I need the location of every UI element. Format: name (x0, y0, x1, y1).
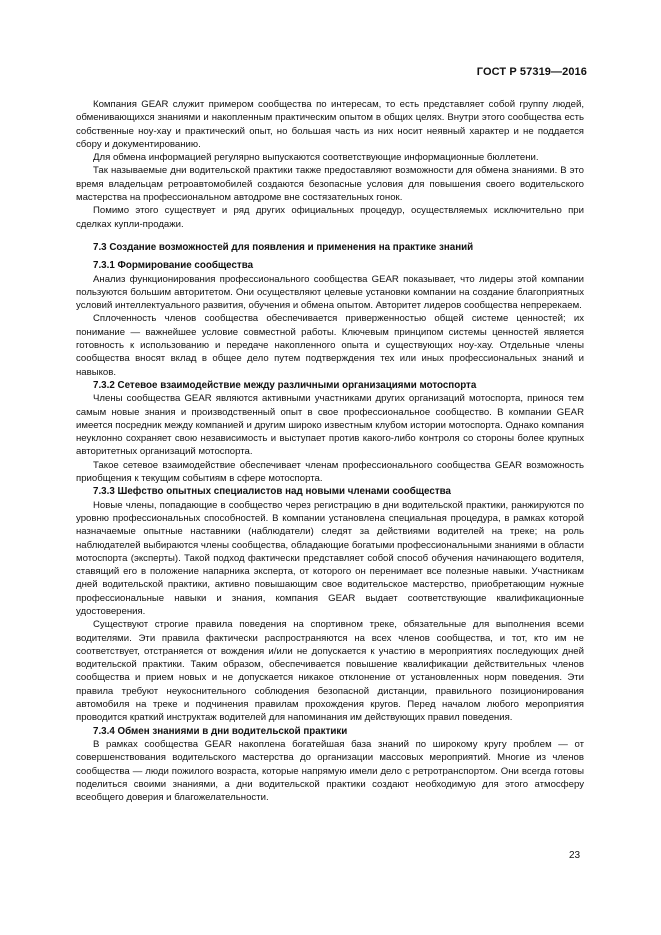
subsection-heading: 7.3.3 Шефство опытных специалистов над новыми членами сообщества (93, 486, 451, 498)
paragraph: В рамках сообщества GEAR накоплена богатейшая база знаний по широкому кругу проблем — от совершенствования водительского мастерства до организации массовых мероприятий. Многие из членов сообщества — люди пожилого возраста, которые напрямую имели дело с ретротранспортом. Они всегда готовы поделиться своими знаниями, а дни водительской практики создают необходимую для этого атмосферу всеобщего доверия и благожелательности. (76, 738, 584, 804)
section-heading: 7.3 Создание возможностей для появления и применения на практике знаний (93, 241, 474, 253)
paragraph: Такое сетевое взаимодействие обеспечивает членам профессионального сообщества GEAR возможность приобщения к текущим событиям в сфере мотоспорта. (76, 459, 584, 485)
paragraph: Так называемые дни водительской практики также предоставляют возможности для обмена знаниями. В это время владельцам ретроавтомобилей создаются безопасные условия для повышения своего водительского мастерства на профессиональном автодроме вне состязательных гонок. (76, 165, 584, 204)
paragraph: Члены сообщества GEAR являются активными участниками других организаций мотоспорта, принося тем самым новые знания и производственный опыт в свое профессиональное сообщество. В компании GEAR имеется посредник между компанией и другим широко известным клубом истории мотоспорта. Однако компания неуклонно сохраняет свою независимость и выступает против какого-либо контроля со стороны более крупных авторитетных организаций мотоспорта. (76, 393, 584, 458)
paragraph: Для обмена информацией регулярно выпускаются соответствующие информационные бюллетени. (93, 152, 539, 164)
subsection-heading: 7.3.1 Формирование сообщества (93, 260, 254, 272)
paragraph: Новые члены, попадающие в сообщество через регистрацию в дни водительской практики, ранжируются по уровню профессиональных способностей. В компании установлена специальная процедура, в рамках которой назначаемые опытные наставники (наблюдатели) следят за действиями водителей на треке; на роль наблюдателей выбираются члены сообщества, обладающие богатыми профессиональными знаниями в области мотоспорта (эксперты). Такой подход фактически представляет собой способ обучения начинающего водителя, ставящий его в положение напарника эксперта, от которого он перенимает все полезные навыки. Участникам дней водительской практики, активно повышающим свое водительское мастерство, приобретающим нужные профессиональные навыки и знания, компания GEAR выдает соответствующие квалификационные удостоверения. (76, 499, 584, 617)
paragraph: Сплоченность членов сообщества обеспечивается приверженностью общей системе ценностей; их понимание — важнейшее условие совместной работы. Ключевым принципом системы ценностей является готовность к использованию и передаче накопленного опыта и существующих ноу-хау. Отдельные члены сообщества вносят вклад в общее дело путем подтверждения тех или иных профессиональных знаний и навыков. (76, 313, 584, 378)
subsection-heading: 7.3.2 Сетевое взаимодействие между различными организациями мотоспорта (93, 379, 477, 391)
paragraph: Компания GEAR служит примером сообщества по интересам, то есть представляет собой группу людей, обменивающихся знаниями и накопленным практическим опытом в общих целях. Внутри этого сообщества есть собственные ноу-хау и практический опыт, но большая часть из них носит неявный характер и не поддается сбору и документированию. (76, 99, 584, 150)
subsection-heading: 7.3.4 Обмен знаниями в дни водительской практики (93, 725, 348, 737)
document-id: ГОСТ Р 57319—2016 (476, 66, 587, 78)
paragraph: Анализ функционирования профессионального сообщества GEAR показывает, что лидеры этой компании пользуются большим авторитетом. Они осуществляют целевые установки компании на создание благоприятных условий интеллектуального развития, обучения и обмена опытом. Авторитет лидеров сообщества непререкаем. (76, 273, 584, 312)
paragraph: Помимо этого существует и ряд других официальных процедур, осуществляемых исключительно при сделках купли-продажи. (76, 205, 584, 230)
body-text (76, 98, 584, 804)
page-number: 23 (569, 850, 581, 861)
paragraph: Существуют строгие правила поведения на спортивном треке, обязательные для выполнения всеми водителями. Эти правила фактически распространяются на всех членов сообщества, и тот, кто им не соответствует, отстраняется от вождения и/или не допускается к участию в мероприятиях последующих дней водительской практики. Таким образом, обеспечивается повышение квалификации действительных членов сообщества и прием новых и не допускается никакое отклонение от установленных норм поведения. Эти правила требуют неукоснительного соблюдения безопасной дистанции, правильного позиционирования автомобиля на треке и подчинения правилам прохождения кругов. Перед началом любого мероприятия проводится краткий инструктаж водителей для напоминания им действующих правил поведения. (76, 619, 584, 724)
